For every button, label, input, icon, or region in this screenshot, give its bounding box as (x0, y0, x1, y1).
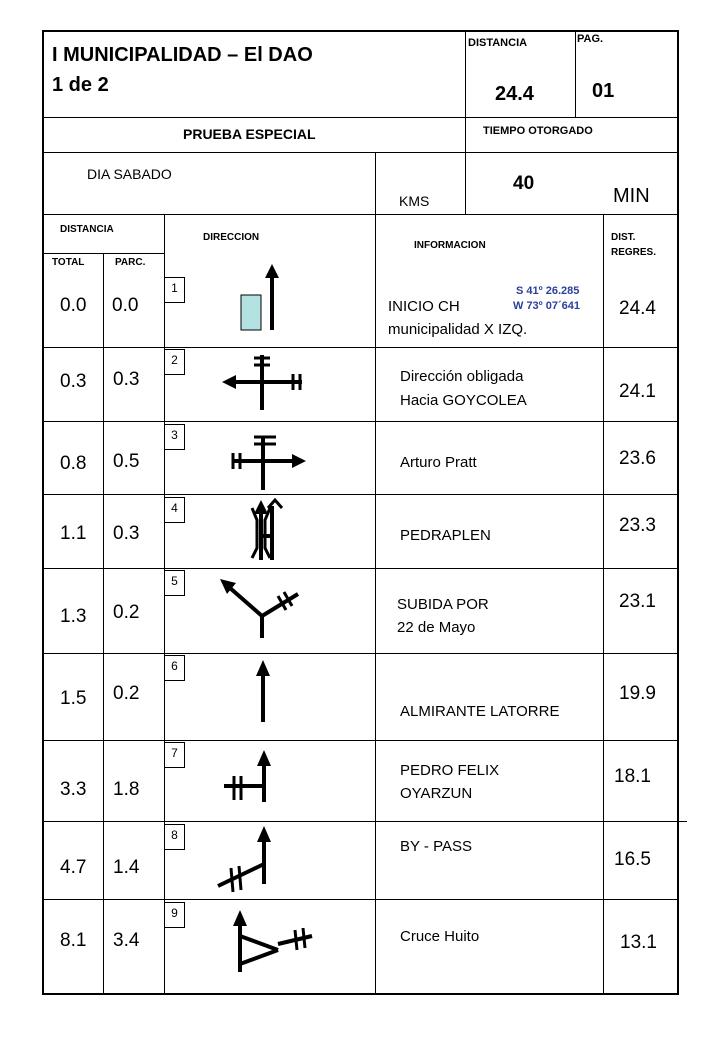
info-line-1: Dirección obligada (400, 368, 524, 385)
parc-value: 0.3 (113, 369, 140, 390)
parc-value: 0.3 (113, 523, 140, 544)
tulip-diagram-8 (212, 822, 292, 892)
info-line-2: OYARZUN (400, 785, 473, 802)
tulip-diagram-1 (235, 262, 295, 332)
page-title: I MUNICIPALIDAD – El DAO (52, 44, 313, 66)
parc-value: 0.2 (113, 602, 140, 623)
info-line-1: Cruce Huito (400, 928, 480, 945)
step-number: 5 (165, 570, 185, 596)
step-number: 1 (165, 277, 185, 303)
step-number: 9 (165, 902, 185, 928)
total-value: 8.1 (60, 930, 87, 951)
parc-value: 3.4 (113, 930, 140, 951)
parc-value: 0.0 (112, 295, 139, 316)
day-label: DIA SABADO (87, 166, 172, 182)
tulip-diagram-7 (222, 746, 302, 816)
step-number: 7 (165, 742, 185, 768)
distance-label: DISTANCIA (468, 37, 528, 49)
regres-value: 13.1 (620, 932, 657, 953)
parc-value: 0.5 (113, 451, 140, 472)
total-value: 0.3 (60, 371, 87, 392)
total-value: 3.3 (60, 779, 87, 800)
coord-longitude: W 73º 07´641 (513, 300, 580, 312)
regres-value: 24.4 (619, 298, 656, 319)
regres-value: 23.1 (619, 591, 656, 612)
tulip-diagram-3 (222, 428, 322, 498)
step-number: 2 (165, 349, 185, 375)
col-informacion: INFORMACION (414, 240, 486, 251)
col-total: TOTAL (52, 257, 85, 268)
special-label: PRUEBA ESPECIAL (183, 126, 316, 142)
page-value: 01 (592, 80, 615, 102)
info-line-2: Hacia GOYCOLEA (400, 392, 527, 409)
info-line-1: ALMIRANTE LATORRE (400, 703, 560, 720)
total-value: 0.0 (60, 295, 87, 316)
time-value: 40 (513, 173, 535, 194)
info-line-2: municipalidad X IZQ. (388, 321, 528, 338)
regres-value: 19.9 (619, 683, 656, 704)
col-dist-regres-2: REGRES. (611, 247, 657, 258)
total-value: 1.5 (60, 688, 87, 709)
tulip-diagram-9 (222, 906, 322, 986)
time-unit: MIN (613, 185, 650, 207)
regres-value: 23.3 (619, 515, 656, 536)
page-label: PAG. (577, 33, 604, 45)
page-subtitle: 1 de 2 (52, 74, 109, 96)
step-number: 4 (165, 497, 185, 523)
step-number: 3 (165, 424, 185, 450)
parc-value: 1.8 (113, 779, 140, 800)
regres-value: 23.6 (619, 448, 656, 469)
info-line-1: Arturo Pratt (400, 454, 477, 471)
regres-value: 18.1 (614, 766, 651, 787)
col-distancia: DISTANCIA (60, 224, 114, 235)
regres-value: 24.1 (619, 381, 656, 402)
regres-value: 16.5 (614, 849, 651, 870)
tulip-diagram-6 (245, 658, 285, 728)
total-value: 0.8 (60, 453, 87, 474)
col-parc: PARC. (115, 257, 146, 268)
info-line-1: PEDRO FELIX (400, 762, 500, 779)
distance-value: 24.4 (495, 83, 534, 105)
total-value: 1.3 (60, 606, 87, 627)
tulip-diagram-5 (214, 574, 314, 644)
info-line-1: SUBIDA POR (397, 596, 489, 613)
coord-latitude: S 41º 26.285 (516, 285, 580, 297)
kms-label: KMS (399, 193, 430, 209)
total-value: 1.1 (60, 523, 87, 544)
total-value: 4.7 (60, 857, 87, 878)
parc-value: 0.2 (113, 683, 140, 704)
col-dist-regres-1: DIST. (611, 232, 636, 243)
time-label: TIEMPO OTORGADO (483, 125, 593, 137)
info-line-1: INICIO CH (388, 298, 460, 315)
info-line-1: BY - PASS (400, 838, 472, 855)
col-direccion: DIRECCION (203, 232, 260, 243)
step-number: 8 (165, 824, 185, 850)
info-line-1: PEDRAPLEN (400, 527, 491, 544)
step-number: 6 (165, 655, 185, 681)
parc-value: 1.4 (113, 857, 140, 878)
tulip-diagram-2 (218, 348, 318, 418)
info-line-2: 22 de Mayo (397, 619, 476, 636)
tulip-diagram-4 (240, 496, 300, 566)
